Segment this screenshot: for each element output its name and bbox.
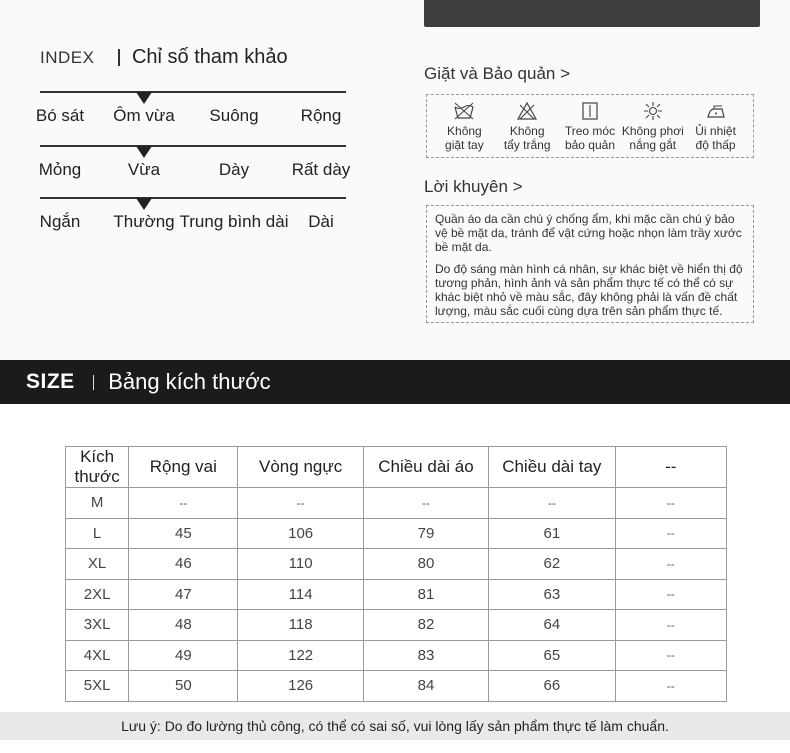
table-header-cell: Chiều dài tay bbox=[489, 447, 615, 488]
note-text: Lưu ý: Do đo lường thủ công, có thể có sai số, vui lòng lấy sản phẩm thực tế làm chuẩn. bbox=[121, 718, 669, 734]
iron-low-icon bbox=[705, 101, 727, 121]
advice-title[interactable]: Lời khuyên > bbox=[424, 177, 523, 196]
table-cell: -- bbox=[615, 549, 726, 580]
table-header-cell: -- bbox=[615, 447, 726, 488]
table-row bbox=[66, 671, 727, 702]
index-label: INDEX bbox=[40, 47, 95, 67]
care-item bbox=[622, 101, 684, 157]
table-cell: -- bbox=[615, 671, 726, 702]
scale-label: Suông bbox=[209, 106, 259, 125]
table-cell: -- bbox=[363, 488, 488, 519]
table-row bbox=[66, 549, 727, 580]
table-cell: 47 bbox=[129, 579, 238, 610]
table-cell: 62 bbox=[489, 549, 615, 580]
table-row bbox=[66, 579, 727, 610]
table-cell: XL bbox=[66, 549, 129, 580]
care-line1: Ủi nhiệt bbox=[695, 124, 736, 138]
table-cell: 126 bbox=[238, 671, 363, 702]
care-item bbox=[559, 101, 621, 157]
care-line1: Không bbox=[447, 124, 482, 138]
table-cell: -- bbox=[489, 488, 615, 519]
table-row bbox=[66, 640, 727, 671]
table-cell: 82 bbox=[363, 610, 488, 641]
table-cell: -- bbox=[238, 488, 363, 519]
care-line2: độ thấp bbox=[695, 138, 736, 152]
table-header-cell: Vòng ngực bbox=[238, 447, 363, 488]
scale-label: Rất dày bbox=[291, 160, 351, 179]
care-instructions bbox=[426, 94, 754, 158]
table-header-cell: Chiều dài áo bbox=[363, 447, 488, 488]
product-info-section bbox=[0, 0, 790, 360]
hang-dry-icon bbox=[579, 101, 601, 121]
scale-label: Bó sát bbox=[35, 106, 85, 125]
scale-marker-icon bbox=[136, 92, 152, 104]
table-row bbox=[66, 518, 727, 549]
table-row bbox=[66, 610, 727, 641]
table-cell: -- bbox=[615, 610, 726, 641]
scale-label: Dày bbox=[218, 160, 250, 179]
table-cell: 84 bbox=[363, 671, 488, 702]
size-label: SIZE bbox=[26, 370, 75, 393]
scale-marker-icon bbox=[136, 198, 152, 210]
scale-label: Dài bbox=[308, 212, 334, 231]
care-line2: tẩy trắng bbox=[503, 138, 551, 152]
scale-label: Ôm vừa bbox=[113, 106, 175, 125]
table-cell: 64 bbox=[489, 610, 615, 641]
no-sun-dry-icon bbox=[642, 101, 664, 121]
advice-paragraph: Do độ sáng màn hình cá nhân, sự khác biệt về hiển thị độ tương phản, hình ảnh và sản phẩm thực tế có thể có sự khác biệt nhỏ về màu sắc, đây không phải là vấn đề chất lượng, màu sắc cuối cùng dựa trên sản phẩm thực tế. bbox=[435, 262, 743, 318]
divider bbox=[93, 375, 95, 390]
divider bbox=[118, 49, 120, 66]
table-cell: 79 bbox=[363, 518, 488, 549]
scale-line bbox=[40, 145, 346, 147]
care-title[interactable]: Giặt và Bảo quản > bbox=[424, 64, 571, 83]
table-row bbox=[66, 488, 727, 519]
table-cell: -- bbox=[615, 488, 726, 519]
care-line2: giặt tay bbox=[445, 138, 484, 152]
care-line2: nắng gắt bbox=[629, 138, 677, 152]
table-cell: L bbox=[66, 518, 129, 549]
table-cell: 46 bbox=[129, 549, 238, 580]
size-section-header bbox=[0, 360, 790, 404]
table-cell: -- bbox=[615, 518, 726, 549]
care-item bbox=[433, 101, 495, 157]
table-cell: 83 bbox=[363, 640, 488, 671]
table-cell: 65 bbox=[489, 640, 615, 671]
table-cell: 118 bbox=[238, 610, 363, 641]
table-header-cell: Kích thước bbox=[66, 447, 129, 488]
table-cell: 66 bbox=[489, 671, 615, 702]
table-cell: -- bbox=[129, 488, 238, 519]
size-table bbox=[65, 446, 727, 702]
scale-label: Rộng bbox=[300, 106, 342, 125]
table-cell: 110 bbox=[238, 549, 363, 580]
table-cell: 3XL bbox=[66, 610, 129, 641]
table-cell: 80 bbox=[363, 549, 488, 580]
table-cell: 48 bbox=[129, 610, 238, 641]
table-cell: M bbox=[66, 488, 129, 519]
scale-label: Trung bình dài bbox=[179, 212, 289, 231]
advice-paragraph: Quần áo da cần chú ý chống ẩm, khi mặc cần chú ý bảo vệ bề mặt da, tránh để vật cứng hoặc nhọn làm trầy xước bề mặt da. bbox=[435, 212, 742, 254]
table-cell: 81 bbox=[363, 579, 488, 610]
table-cell: 50 bbox=[129, 671, 238, 702]
table-cell: 106 bbox=[238, 518, 363, 549]
scale-label: Vừa bbox=[127, 160, 161, 179]
table-cell: 49 bbox=[129, 640, 238, 671]
table-cell: 45 bbox=[129, 518, 238, 549]
table-header-cell: Rộng vai bbox=[129, 447, 238, 488]
size-title: Bảng kích thước bbox=[108, 369, 271, 394]
scale-line bbox=[40, 197, 346, 199]
table-cell: 4XL bbox=[66, 640, 129, 671]
scale-marker-icon bbox=[136, 146, 152, 158]
hand-wash-crossed-icon bbox=[453, 101, 475, 121]
care-line1: Treo móc bbox=[564, 124, 616, 138]
index-title: Chỉ số tham khảo bbox=[131, 46, 288, 68]
table-cell: 63 bbox=[489, 579, 615, 610]
table-cell: 2XL bbox=[66, 579, 129, 610]
care-line1: Không phơi bbox=[621, 124, 684, 138]
care-item bbox=[685, 101, 747, 157]
table-cell: 114 bbox=[238, 579, 363, 610]
table-cell: -- bbox=[615, 579, 726, 610]
index-header bbox=[40, 46, 288, 69]
no-bleach-icon bbox=[516, 101, 538, 121]
table-cell: -- bbox=[615, 640, 726, 671]
scale-label: Ngắn bbox=[39, 212, 81, 231]
advice-box bbox=[426, 205, 754, 323]
care-item bbox=[496, 101, 558, 157]
care-line1: Không bbox=[509, 124, 545, 138]
scale-label: Mỏng bbox=[38, 160, 82, 179]
table-cell: 61 bbox=[489, 518, 615, 549]
care-line2: bảo quản bbox=[564, 138, 615, 152]
scale-label: Thường bbox=[113, 212, 175, 231]
table-cell: 122 bbox=[238, 640, 363, 671]
table-cell: 5XL bbox=[66, 671, 129, 702]
scale-line bbox=[40, 91, 346, 93]
product-photo-edge bbox=[424, 0, 760, 27]
measurement-note bbox=[0, 712, 790, 740]
table-header-row bbox=[66, 447, 727, 488]
